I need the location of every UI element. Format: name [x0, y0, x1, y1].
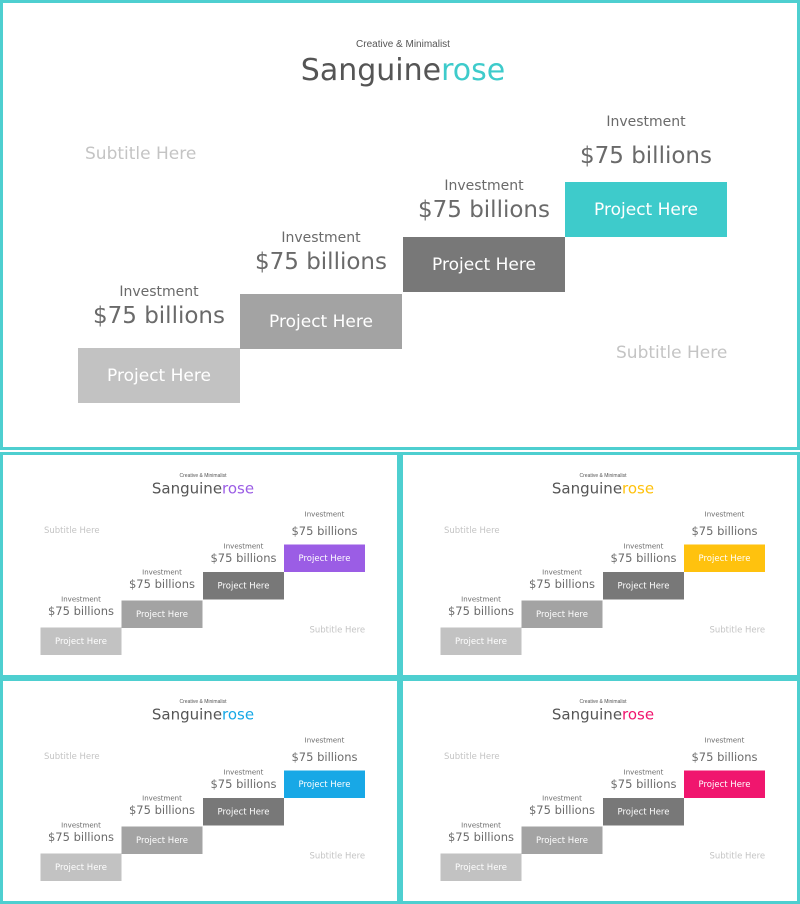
project-box-highlight: Project Here: [684, 771, 765, 799]
investment-label: Investment: [542, 794, 582, 803]
slide-canvas: [3, 681, 400, 904]
title-accent: rose: [441, 53, 506, 88]
investment-value: $75 billions: [128, 578, 195, 591]
investment-label: Investment: [304, 736, 345, 745]
subtitle-left: Subtitle Here: [44, 751, 100, 762]
investment-value: $75 billions: [210, 778, 277, 791]
investment-value: $75 billions: [291, 751, 358, 764]
investment-value: $75 billions: [447, 605, 514, 618]
investment-label: Investment: [223, 768, 264, 777]
investment-label: Investment: [542, 568, 582, 577]
slide-canvas: [3, 3, 800, 450]
tagline: Creative & Minimalist: [179, 699, 227, 705]
investment-label: Investment: [142, 794, 182, 803]
project-box: Project Here: [122, 827, 203, 855]
title-main: Sanguine: [151, 706, 223, 724]
project-box: Project Here: [41, 854, 122, 882]
project-box-highlight: Project Here: [684, 545, 765, 573]
investment-value: $75 billions: [528, 804, 595, 817]
investment-label: Investment: [61, 595, 101, 604]
tagline: Creative & Minimalist: [179, 473, 227, 479]
investment-value: $75 billions: [610, 552, 677, 565]
project-box: Project Here: [240, 294, 402, 349]
tagline: Creative & Minimalist: [579, 473, 627, 479]
investment-value: $75 billions: [417, 197, 550, 223]
investment-label: Investment: [281, 230, 361, 246]
investment-value: $75 billions: [254, 249, 387, 275]
tagline: Creative & Minimalist: [356, 39, 450, 50]
project-box: Project Here: [41, 628, 122, 656]
investment-label: Investment: [61, 821, 101, 830]
project-box: Project Here: [403, 237, 565, 292]
project-box: Project Here: [522, 601, 603, 629]
investment-label: Investment: [119, 284, 199, 300]
investment-label: Investment: [223, 542, 264, 551]
investment-value: $75 billions: [691, 525, 758, 538]
investment-label: Investment: [606, 114, 686, 130]
slide-title: [3, 706, 400, 724]
subtitle-right: Subtitle Here: [709, 625, 766, 635]
subtitle-left: Subtitle Here: [444, 525, 500, 536]
project-box: Project Here: [203, 572, 284, 600]
investment-value: $75 billions: [47, 831, 114, 844]
investment-value: $75 billions: [92, 303, 225, 329]
project-box: Project Here: [441, 628, 522, 656]
investment-label: Investment: [142, 568, 182, 577]
investment-label: Investment: [704, 510, 745, 519]
slide-canvas: [403, 455, 800, 678]
project-box-highlight: Project Here: [284, 545, 365, 573]
investment-value: $75 billions: [447, 831, 514, 844]
subtitle-right: Subtitle Here: [309, 625, 366, 635]
slide-main-teal: [0, 0, 800, 450]
project-box: Project Here: [603, 798, 684, 826]
project-box-highlight: Project Here: [284, 771, 365, 799]
slide-title: [403, 706, 800, 724]
title-main: Sanguine: [151, 480, 223, 498]
slide-title: [403, 480, 800, 498]
slide-thumb-yellow: [400, 452, 800, 678]
investment-value: $75 billions: [579, 143, 712, 169]
title-main: Sanguine: [551, 706, 623, 724]
investment-label: Investment: [461, 821, 501, 830]
investment-value: $75 billions: [610, 778, 677, 791]
subtitle-right: Subtitle Here: [709, 851, 766, 861]
investment-label: Investment: [461, 595, 501, 604]
investment-label: Investment: [623, 542, 664, 551]
project-box: Project Here: [122, 601, 203, 629]
subtitle-right: Subtitle Here: [309, 851, 366, 861]
slide-thumb-blue: [0, 678, 400, 904]
title-main: Sanguine: [300, 53, 442, 88]
investment-label: Investment: [444, 178, 524, 194]
slide-title: [3, 53, 800, 88]
investment-value: $75 billions: [291, 525, 358, 538]
project-box: Project Here: [522, 827, 603, 855]
investment-label: Investment: [704, 736, 745, 745]
slide-title: [3, 480, 400, 498]
project-box: Project Here: [603, 572, 684, 600]
subtitle-left: Subtitle Here: [444, 751, 500, 762]
slide-canvas: [3, 455, 400, 678]
project-box: Project Here: [78, 348, 240, 403]
title-accent: rose: [222, 480, 255, 498]
subtitle-left: Subtitle Here: [44, 525, 100, 536]
slide-thumb-pink: [400, 678, 800, 904]
title-accent: rose: [622, 706, 655, 724]
project-box: Project Here: [203, 798, 284, 826]
title-accent: rose: [222, 706, 255, 724]
investment-value: $75 billions: [128, 804, 195, 817]
investment-value: $75 billions: [528, 578, 595, 591]
subtitle-left: Subtitle Here: [85, 144, 197, 164]
slide-canvas: [403, 681, 800, 904]
subtitle-right: Subtitle Here: [616, 343, 728, 363]
title-accent: rose: [622, 480, 655, 498]
tagline: Creative & Minimalist: [579, 699, 627, 705]
project-box-highlight: Project Here: [565, 182, 727, 237]
investment-label: Investment: [304, 510, 345, 519]
investment-value: $75 billions: [47, 605, 114, 618]
project-box: Project Here: [441, 854, 522, 882]
slide-thumb-purple: [0, 452, 400, 678]
investment-label: Investment: [623, 768, 664, 777]
investment-value: $75 billions: [210, 552, 277, 565]
title-main: Sanguine: [551, 480, 623, 498]
investment-value: $75 billions: [691, 751, 758, 764]
